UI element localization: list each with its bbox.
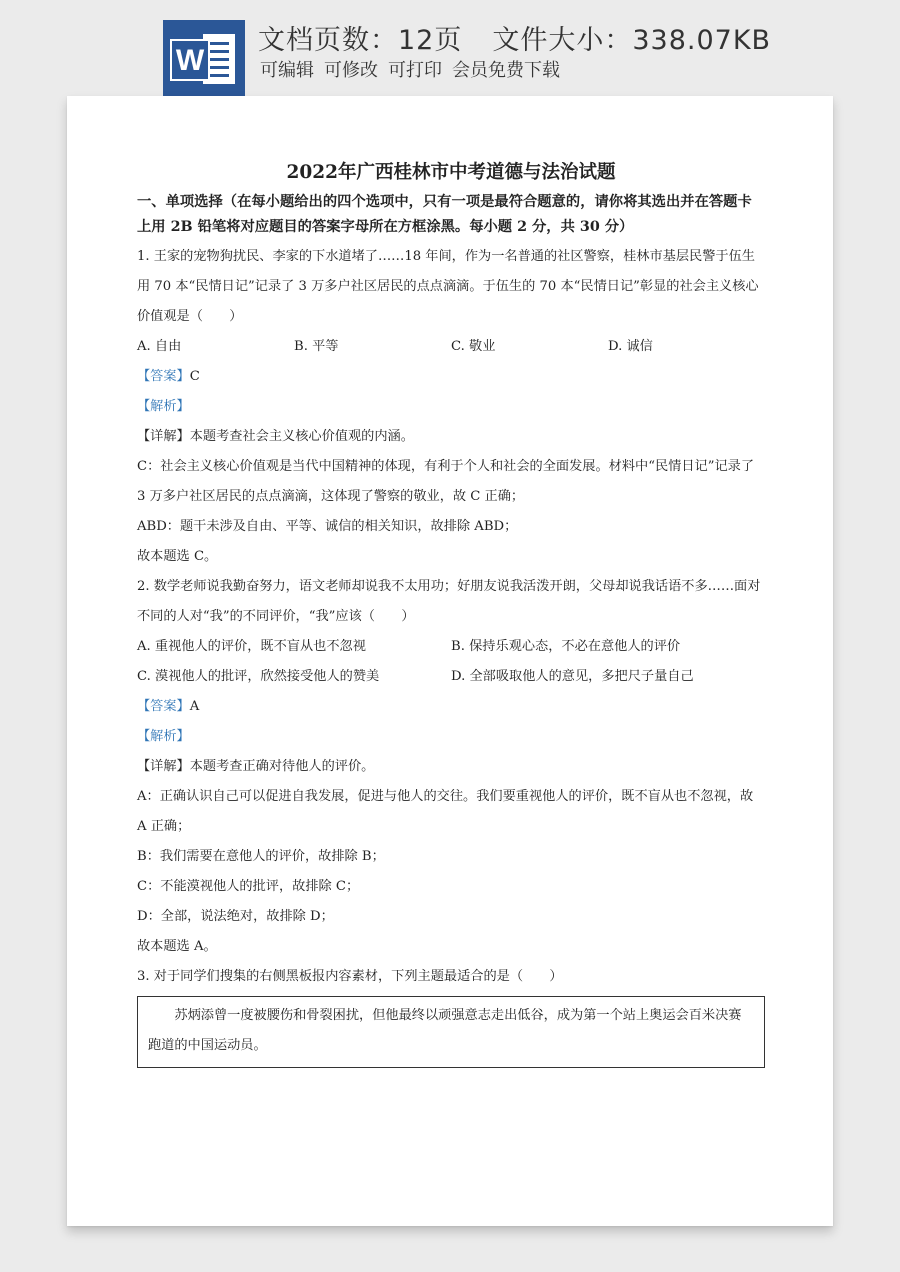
- banner-features: [260, 56, 570, 82]
- answer-value: C: [189, 369, 200, 384]
- section-heading: 一、单项选择（在每小题给出的四个选项中，只有一项是最符合题意的，请你将其选出并在答题卡上用 2B 铅笔将对应题目的答案字母所在方框涂黑。每小题 2 分，共 30 分）: [137, 194, 752, 235]
- q1-answer: [137, 362, 765, 392]
- q1-detail-1: 【详解】本题考查社会主义核心价值观的内涵。: [137, 429, 414, 444]
- q2-option-c: C. 漠视他人的批评，欣然接受他人的赞美: [137, 669, 380, 684]
- q1-option-b: B. 平等: [294, 339, 339, 354]
- q1-option-c: C. 敬业: [451, 339, 496, 354]
- document-page: [67, 96, 833, 1226]
- q2-detail-1: 【详解】本题考查正确对待他人的评价。: [137, 759, 375, 774]
- question-2-options-row-2: [137, 662, 765, 692]
- answer-tag: 【答案】: [137, 699, 190, 714]
- word-document-icon: [163, 20, 245, 96]
- q2-option-a: A. 重视他人的评价，既不盲从也不忽视: [137, 639, 366, 654]
- word-icon-letter: W: [175, 44, 205, 77]
- question-3-material-box: 苏炳添曾一度被腰伤和骨裂困扰，但他最终以顽强意志走出低谷，成为第一个站上奥运会百米决赛跑道的中国运动员。: [137, 996, 765, 1068]
- answer-tag: 【答案】: [137, 369, 190, 384]
- file-size: 文件大小：338.07KB: [492, 25, 772, 56]
- feature-printable: 可打印: [388, 60, 442, 81]
- document-content: [137, 158, 765, 1068]
- banner-title: [258, 18, 771, 57]
- header-banner: [0, 0, 900, 100]
- document-title: 2022年广西桂林市中考道德与法治试题: [286, 162, 616, 183]
- question-2-options-row-1: [137, 632, 765, 662]
- question-3-stem: 3. 对于同学们搜集的右侧黑板报内容素材，下列主题最适合的是（ ）: [137, 969, 563, 984]
- feature-modifiable: 可修改: [324, 60, 378, 81]
- q2-analysis-tag: 【解析】: [137, 729, 190, 744]
- q2-detail-4: C：不能漠视他人的批评，故排除 C；: [137, 879, 360, 894]
- q1-option-d: D. 诚信: [608, 339, 653, 354]
- question-1-stem: 1. 王家的宠物狗扰民、李家的下水道堵了……18 年间，作为一名普通的社区警察，桂林市基层民警于伍生用 70 本“民情日记”记录了 3 万多户社区居民的点点滴滴。于伍生的 70 本“民情日记”彰显的社会主义核心价值观是（ ）: [137, 249, 759, 324]
- q1-detail-4: 故本题选 C。: [137, 549, 218, 564]
- question-2-stem: 2. 数学老师说我勤奋努力，语文老师却说我不太用功；好朋友说我活泼开朗，父母却说我话语不多……面对不同的人对“我”的不同评价，“我”应该（ ）: [137, 579, 761, 624]
- q2-answer: [137, 692, 765, 722]
- q2-detail-5: D：全部，说法绝对，故排除 D；: [137, 909, 334, 924]
- q2-detail-2: A：正确认识自己可以促进自我发展，促进与他人的交往。我们要重视他人的评价，既不盲从也不忽视，故 A 正确；: [137, 789, 754, 834]
- q2-option-d: D. 全部吸取他人的意见，多把尺子量自己: [451, 669, 694, 684]
- q1-option-a: A. 自由: [137, 339, 182, 354]
- feature-member-download: 会员免费下载: [452, 60, 560, 81]
- q2-detail-6: 故本题选 A。: [137, 939, 217, 954]
- feature-editable: 可编辑: [260, 60, 314, 81]
- q2-detail-3: B：我们需要在意他人的评价，故排除 B；: [137, 849, 385, 864]
- q1-detail-3: ABD：题干未涉及自由、平等、诚信的相关知识，故排除 ABD；: [137, 519, 518, 534]
- q1-detail-2: C：社会主义核心价值观是当代中国精神的体现，有利于个人和社会的全面发展。材料中“民情日记”记录了 3 万多户社区居民的点点滴滴，这体现了警察的敬业，故 C 正确；: [137, 459, 755, 504]
- answer-value: A: [189, 699, 200, 714]
- question-1-options: [137, 332, 765, 362]
- q1-analysis-tag: 【解析】: [137, 399, 190, 414]
- q2-option-b: B. 保持乐观心态，不必在意他人的评价: [451, 639, 681, 654]
- page-count: 文档页数：12页: [258, 25, 463, 56]
